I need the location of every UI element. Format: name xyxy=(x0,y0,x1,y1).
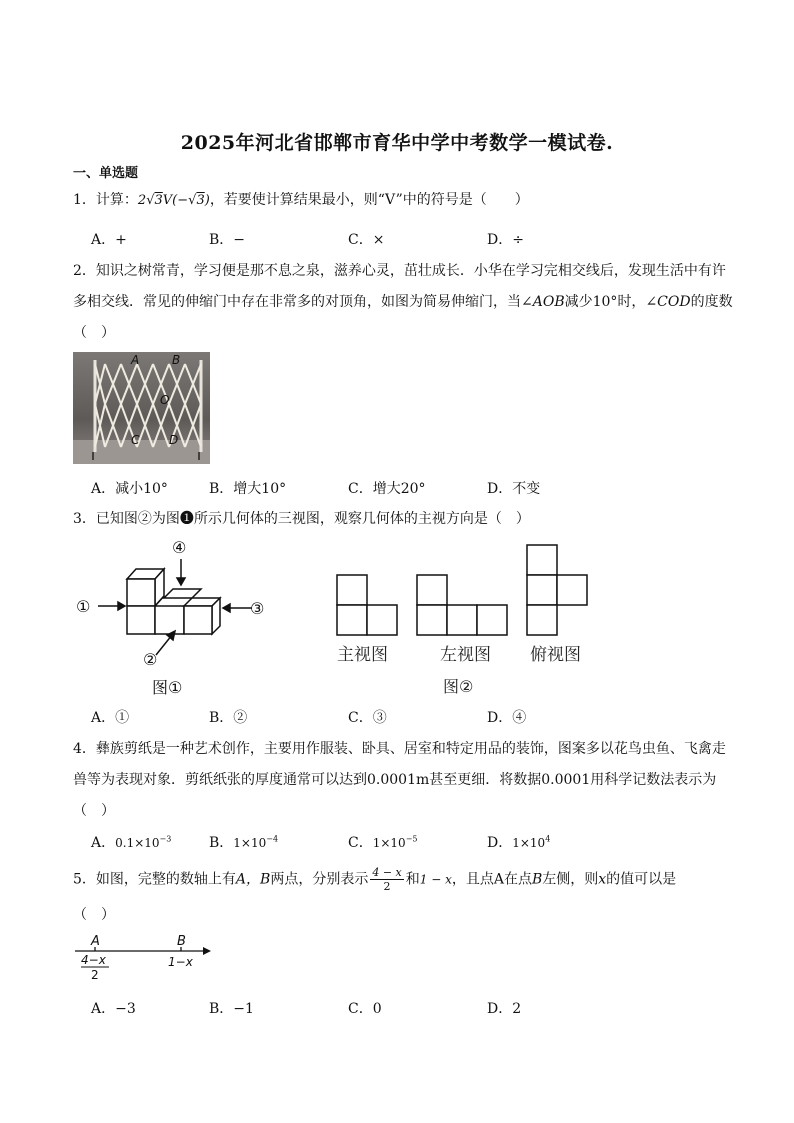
q2-option-b: B．增大10° xyxy=(209,481,287,497)
folding-gate-illustration xyxy=(73,352,210,464)
q3-option-d: D．④ xyxy=(487,710,527,726)
section-heading: 一、单选题 xyxy=(73,166,139,181)
q5-fraction: $\frac{4 - x}{2}$ xyxy=(372,866,402,893)
axis-value-b: 1−x xyxy=(168,955,193,969)
q1-text: ，若要使计算结果最小，则“V”中的符号是（ ） xyxy=(209,192,529,208)
q3-option-a: A．① xyxy=(91,710,130,726)
q1-option-d: D．÷ xyxy=(487,232,524,248)
figure-2-caption: 图② xyxy=(443,677,474,696)
photo-label-c: C xyxy=(131,433,140,447)
q4-option-a: A．$0.1\times 10^{-3}$ xyxy=(91,834,172,851)
q5-option-a: A．−3 xyxy=(91,1001,136,1017)
q2-angle-cod: ∠COD xyxy=(645,294,691,310)
mark-3: ③ xyxy=(250,599,265,618)
solid-figure-1 xyxy=(70,533,280,698)
question-1 xyxy=(73,190,529,211)
left-view-label: 左视图 xyxy=(440,645,491,665)
q2-option-a: A．减小10° xyxy=(91,481,168,497)
q2-paren: （ ） xyxy=(73,325,115,341)
q1-number: 1．计算： xyxy=(73,192,138,208)
q2-option-c: C．增大20° xyxy=(348,481,426,497)
q3-option-c: C．③ xyxy=(348,710,387,726)
q2-line-2: 多相交线．常见的伸缩门中存在非常多的对顶角，如图为简易伸缩门，当∠AOB减少10°时，∠COD的度数 xyxy=(73,294,733,310)
q5-option-c: C．0 xyxy=(348,1001,382,1017)
q4-line-1: 4．彝族剪纸是一种艺术创作，主要用作服装、卧具、居室和特定用品的装饰，图案多以花鸟虫鱼、飞禽走 xyxy=(73,741,726,757)
photo-label-b: B xyxy=(172,353,181,367)
q1-option-c: C．× xyxy=(348,232,385,248)
mark-4: ④ xyxy=(172,538,187,557)
three-views-figure-2 xyxy=(330,540,600,700)
photo-label-o: O xyxy=(160,393,170,407)
photo-label-a: A xyxy=(131,353,140,367)
q1-expression: 2√3V(−√3) xyxy=(137,193,210,208)
front-view-label: 主视图 xyxy=(337,645,388,665)
q3-text: 3．已知图②为图❶所示几何体的三视图，观察几何体的主视方向是（ ） xyxy=(73,511,530,527)
top-view-label: 俯视图 xyxy=(530,645,581,665)
q4-option-d: D．$1\times 10^4$ xyxy=(487,834,551,851)
photo-label-d: D xyxy=(169,433,179,447)
axis-label-a: A xyxy=(91,934,100,949)
q2-angle-aob: ∠AOB xyxy=(521,294,565,310)
figure-1-caption: 图① xyxy=(152,678,183,697)
mark-1: ① xyxy=(76,597,91,616)
q1-option-b: B．− xyxy=(209,232,246,248)
axis-label-b: B xyxy=(177,934,186,949)
q5-option-b: B．−1 xyxy=(209,1001,254,1017)
q3-option-b: B．② xyxy=(209,710,248,726)
q2-option-d: D．不变 xyxy=(487,481,541,497)
q5-paren: （ ） xyxy=(73,907,115,923)
q4-paren: （ ） xyxy=(73,803,115,819)
axis-value-a-denominator: 2 xyxy=(91,968,99,982)
number-line-figure xyxy=(73,930,223,985)
q4-option-c: C．$1\times 10^{-5}$ xyxy=(348,834,418,851)
q2-line-1: 2．知识之树常青，学习便是那不息之泉，滋养心灵，茁壮成长．小华在学习完相交线后，发现生活中有许 xyxy=(73,263,726,279)
q4-option-b: B．$1\times 10^{-4}$ xyxy=(209,834,279,851)
q1-option-a: A．+ xyxy=(91,232,127,248)
q5-option-d: D．2 xyxy=(487,1001,522,1017)
page-title: 2025年河北省邯郸市育华中学中考数学一模试卷. xyxy=(180,132,614,154)
q5-line-1: 5．如图，完整的数轴上有A，B两点，分别表示 $\frac{4 - x}{2}$ 和1 − x，且点A在点B左侧，则x的值可以是 xyxy=(73,866,677,893)
q4-line-2: 兽等为表现对象．剪纸纸张的厚度通常可以达到0.0001m甚至更细．将数据0.0001用科学记数法表示为 xyxy=(73,772,717,788)
axis-value-a-numerator: 4−x xyxy=(81,953,106,967)
folding-gate-photo xyxy=(73,352,210,464)
mark-2: ② xyxy=(143,650,158,669)
